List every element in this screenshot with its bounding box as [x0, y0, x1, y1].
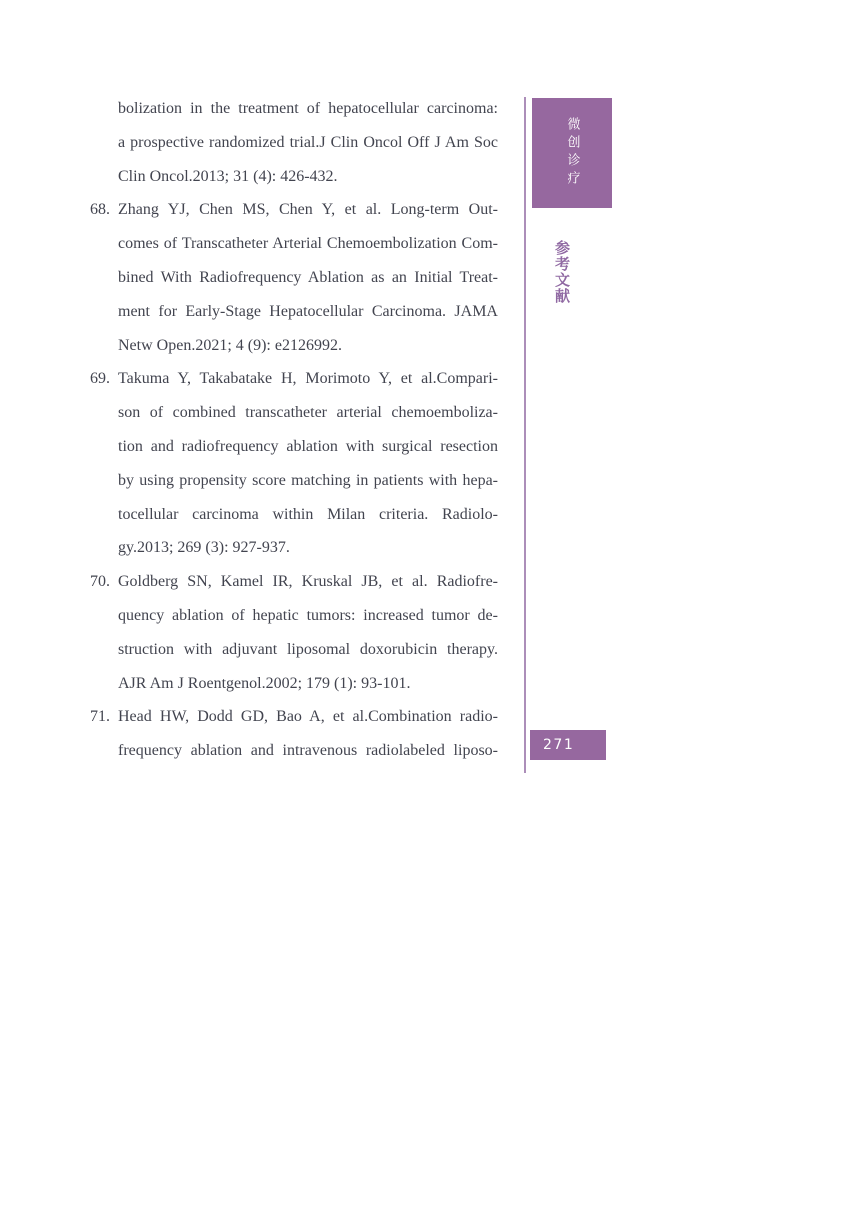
section-label-vertical: 参考文献 — [553, 240, 571, 304]
reference-item — [90, 700, 498, 768]
sidebar-divider-line — [524, 97, 526, 773]
reference-line: Takuma Y, Takabatake H, Morimoto Y, et al.Compari- — [118, 370, 498, 388]
reference-item — [90, 565, 498, 700]
reference-line: tocellular carcinoma within Milan criteria. Radiolo- — [118, 505, 498, 523]
reference-line: by using propensity score matching in patients with hepa- — [118, 471, 498, 489]
reference-line: Clin Oncol.2013; 31 (4): 426-432. — [118, 167, 338, 185]
reference-line: bolization in the treatment of hepatocellular carcinoma: — [118, 100, 498, 117]
reference-item — [90, 362, 498, 565]
reference-line: Goldberg SN, Kamel IR, Kruskal JB, et al. Radiofre- — [118, 573, 498, 591]
reference-line: bined With Radiofrequency Ablation as an Initial Treat- — [118, 268, 498, 286]
reference-number: 69. — [90, 370, 110, 388]
reference-number: 68. — [90, 201, 110, 219]
reference-number: 71. — [90, 708, 110, 726]
page-number-badge — [530, 730, 606, 760]
reference-line: Head HW, Dodd GD, Bao A, et al.Combination radio- — [118, 708, 498, 726]
reference-item — [90, 92, 498, 193]
reference-item — [90, 193, 498, 362]
page-number: 271 — [543, 737, 575, 753]
reference-line: a prospective randomized trial.J Clin Oncol Off J Am Soc — [118, 133, 498, 151]
reference-line: frequency ablation and intravenous radiolabeled liposo- — [118, 742, 498, 760]
reference-line: gy.2013; 269 (3): 927-937. — [118, 539, 290, 557]
reference-line: Zhang YJ, Chen MS, Chen Y, et al. Long-term Out- — [118, 201, 498, 219]
reference-line: AJR Am J Roentgenol.2002; 179 (1): 93-101. — [118, 674, 411, 692]
chapter-tab-label: 微创诊疗 — [564, 117, 580, 189]
reference-line: son of combined transcatheter arterial chemoemboliza- — [118, 404, 498, 422]
reference-line: comes of Transcatheter Arterial Chemoembolization Com- — [118, 235, 498, 253]
chapter-tab — [532, 98, 612, 208]
reference-line: struction with adjuvant liposomal doxorubicin therapy. — [118, 640, 498, 658]
reference-line: Netw Open.2021; 4 (9): e2126992. — [118, 336, 342, 354]
reference-line: tion and radiofrequency ablation with surgical resection — [118, 437, 498, 455]
reference-line: quency ablation of hepatic tumors: increased tumor de- — [118, 606, 498, 624]
references-list — [90, 92, 498, 768]
reference-line: ment for Early-Stage Hepatocellular Carcinoma. JAMA — [118, 302, 498, 320]
reference-number: 70. — [90, 573, 110, 591]
